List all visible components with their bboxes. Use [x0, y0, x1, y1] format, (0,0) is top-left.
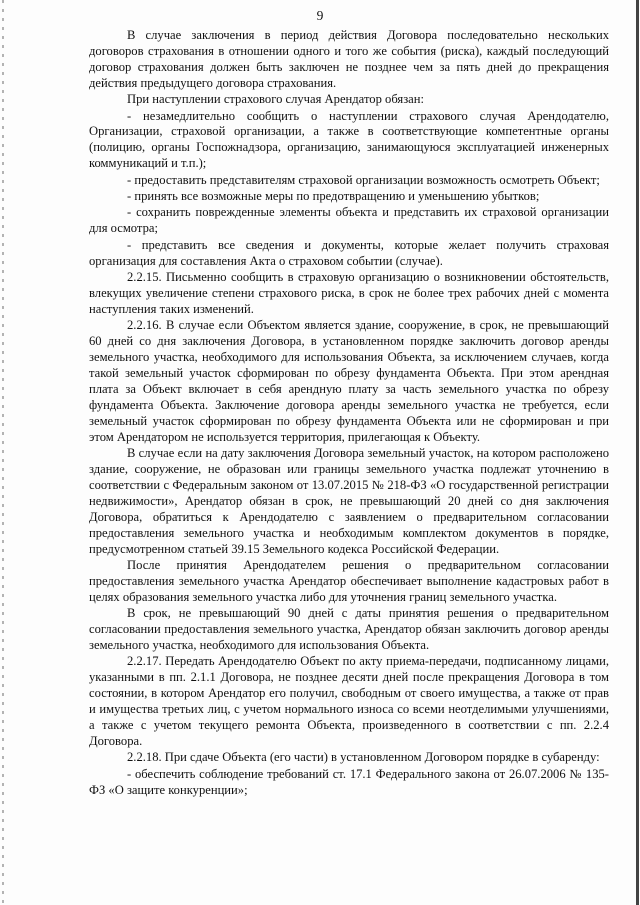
scan-edge-left	[2, 0, 4, 905]
paragraph-insured-event-intro: При наступлении страхового случая Арендатор обязан:	[127, 92, 425, 107]
paragraph-clause-2-2-17: 2.2.17. Передать Арендодателю Объект по акту приема-передачи, подписанному лицами, указанными в пп. 2.1.1 Договора, не позднее десяти дней после прекращения Договора в том состоянии, в котором Арендатор его получил, свободным от своего имущества, а также от прав и имущества третьих лиц, с учетом нормального износа со всеми неотделимыми улучшениями, а также с учетом текущего ремонта Объекта, произведенного в соответствии с пп. 2.2.4 Договора.	[89, 654, 609, 748]
page-number: 9	[316, 8, 324, 23]
paragraph-cadastral-works: После принятия Арендодателем решения о предварительном согласовании предоставления земельного участка Арендатор обеспечивает выполнение кадастровых работ в целях образования земельного участка либо для уточнения границ земельного участка.	[89, 557, 609, 604]
paragraph-clause-2-2-18: 2.2.18. При сдаче Объекта (его части) в установленном Договором порядке в субаренду:	[127, 750, 600, 765]
paragraph-notify-item: - незамедлительно сообщить о наступлении страхового случая Арендодателю, Организации, страховой организации, а также в соответствующие компетентные органы (полицию, органы Госпожнадзора, организацию, занимающуюся эксплуатацией инженерных коммуникаций и т.п.);	[89, 108, 609, 171]
paragraph-preserve-elements-item: - сохранить поврежденные элементы объекта и представить их страховой организации для осмотра;	[89, 205, 609, 236]
paragraph-provide-documents-item: - представить все сведения и документы, которые желает получить страховая организация для составления Акта о страховом событии (случае).	[89, 237, 609, 268]
paragraph-land-plot-not-formed: В случае если на дату заключения Договора земельный участок, на котором расположено здание, сооружение, не образован или границы земельного участка подлежат уточнению в соответствии с Федеральным законом от 13.07.2015 № 218-ФЗ «О государственной регистрации недвижимости», Арендатор обязан в срок, не превышающий 20 дней со дня заключения Договора, обратиться к Арендодателю с заявлением о предварительном согласовании предоставления земельного участка и необходимым комплектом документов в порядке, предусмотренном статьей 39.15 Земельного кодекса Российской Федерации.	[89, 446, 609, 556]
paragraph-clause-2-2-16: 2.2.16. В случае если Объектом является здание, сооружение, в срок, не превышающий 60 дней со дня заключения Договора, в установленном порядке заключить договор аренды земельного участка, необходимого для использования Объекта, за исключением случаев, когда такой земельный участок сформирован по обрезу фундамента Объекта. При этом арендная плата за Объект включает в себя арендную плату за часть земельного участка по обрезу фундамента Объекта. Заключение договора аренды земельного участка не требуется, если земельный участок сформирован по обрезу фундамента Объекта или не сформирован и при этом Арендатором не используется территория, прилегающая к Объекту.	[89, 318, 609, 444]
paragraph-clause-2-2-15: 2.2.15. Письменно сообщить в страховую организацию о возникновении обстоятельств, влекущих увеличение степени страхового риска, в срок не более трех рабочих дней с момента наступления таких изменений.	[89, 270, 609, 316]
paragraph-competition-law-item: - обеспечить соблюдение требований ст. 17.1 Федерального закона от 26.07.2006 № 135-ФЗ «О защите конкуренции»;	[89, 766, 609, 797]
scan-edge-right	[636, 0, 639, 905]
document-body	[89, 28, 609, 799]
paragraph-prevent-losses-item: - принять все возможные меры по предотвращению и уменьшению убытков;	[127, 189, 540, 204]
paragraph-90-days-lease: В срок, не превышающий 90 дней с даты принятия решения о предварительном согласовании предоставления земельного участка, Арендатор обязан заключить договор аренды земельного участка, необходимого для использования Объекта.	[89, 606, 609, 652]
paragraph-inspection-item: - предоставить представителям страховой организации возможность осмотреть Объект;	[127, 172, 600, 187]
paragraph-insurance-sequence: В случае заключения в период действия Договора последовательно нескольких договоров страхования в отношении одного и того же события (риска), каждый последующий договор страхования должен быть заключен не позднее чем за пять дней до прекращения действия предыдущего договора страхования.	[89, 28, 609, 90]
